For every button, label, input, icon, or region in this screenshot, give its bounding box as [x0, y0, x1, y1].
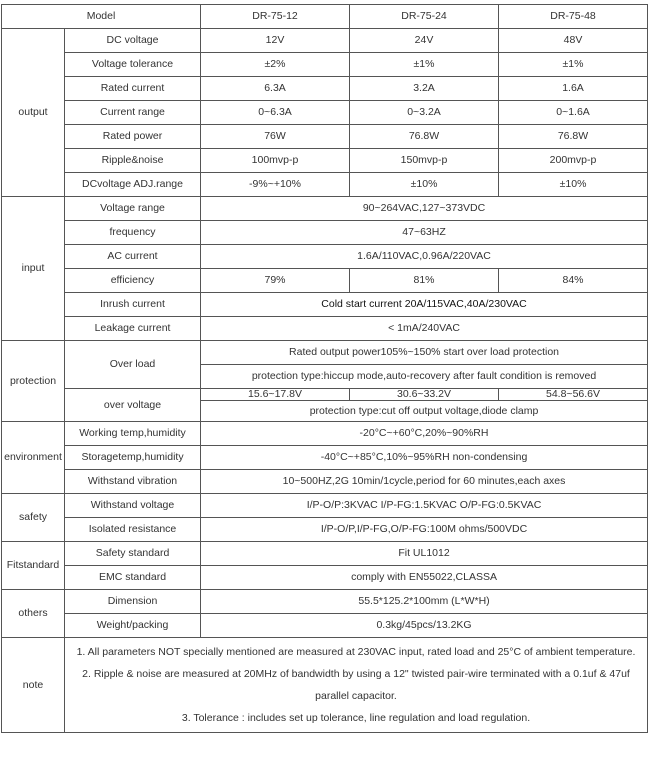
param-label: AC current: [65, 245, 201, 269]
param-label: DC voltage: [65, 29, 201, 53]
param-label: frequency: [65, 221, 201, 245]
param-value: 81%: [350, 269, 499, 293]
param-value: 0~3.2A: [350, 101, 499, 125]
param-value: -9%~+10%: [201, 173, 350, 197]
param-label: over voltage: [65, 389, 201, 422]
param-value: 15.6~17.8V: [201, 389, 350, 401]
param-value: 90~264VAC,127~373VDC: [201, 197, 648, 221]
table-row: [2, 566, 648, 590]
table-row: [2, 494, 648, 518]
table-row: [2, 542, 648, 566]
category-others: others: [2, 590, 65, 638]
note-line: 3. Tolerance : includes set up tolerance, line regulation and load regulation.: [181, 712, 531, 724]
table-row: [2, 149, 648, 173]
param-label: Over load: [65, 341, 201, 389]
category-fitstandard: Fitstandard: [2, 542, 65, 590]
param-label: Storagetemp,humidity: [65, 446, 201, 470]
table-row: [2, 317, 648, 341]
param-value: ±2%: [201, 53, 350, 77]
model-header: Model: [2, 5, 201, 29]
param-label: Current range: [65, 101, 201, 125]
param-value: I/P-O/P,I/P-FG,O/P-FG:100M ohms/500VDC: [201, 518, 648, 542]
table-row: [2, 101, 648, 125]
table-row: [2, 638, 648, 733]
table-row: [2, 614, 648, 638]
note-line: 1. All parameters NOT specially mentioned are measured at 230VAC input, rated load and 25°C of ambient temperature.: [76, 646, 636, 658]
param-label: Isolated resistance: [65, 518, 201, 542]
param-value: 54.8~56.6V: [499, 389, 648, 401]
param-value: 0~1.6A: [499, 101, 648, 125]
param-value: 48V: [499, 29, 648, 53]
table-row: [2, 77, 648, 101]
param-value: 76.8W: [499, 125, 648, 149]
model-name: DR-75-24: [350, 5, 499, 29]
param-value: 30.6~33.2V: [350, 389, 499, 401]
param-value: 3.2A: [350, 77, 499, 101]
category-safety: safety: [2, 494, 65, 542]
param-label: Inrush current: [65, 293, 201, 317]
param-label: Rated current: [65, 77, 201, 101]
table-row: [2, 53, 648, 77]
param-value: 47~63HZ: [201, 221, 648, 245]
category-input: input: [2, 197, 65, 341]
param-value: I/P-O/P:3KVAC I/P-FG:1.5KVAC O/P-FG:0.5KVAC: [201, 494, 648, 518]
table-row: [2, 293, 648, 317]
param-value: Rated output power105%~150% start over load protection: [201, 341, 648, 365]
note-text: [65, 638, 648, 733]
param-value: ±1%: [499, 53, 648, 77]
model-name: DR-75-48: [499, 5, 648, 29]
param-value: protection type:hiccup mode,auto-recovery after fault condition is removed: [201, 365, 648, 389]
category-note: note: [2, 638, 65, 733]
param-value: 84%: [499, 269, 648, 293]
param-label: DCvoltage ADJ.range: [65, 173, 201, 197]
param-label: Withstand voltage: [65, 494, 201, 518]
param-value: -40°C~+85°C,10%~95%RH non-condensing: [201, 446, 648, 470]
spec-table: [1, 4, 648, 733]
table-row: [2, 422, 648, 446]
param-value: 1.6A: [499, 77, 648, 101]
table-row: [2, 221, 648, 245]
param-label: Voltage tolerance: [65, 53, 201, 77]
param-label: Rated power: [65, 125, 201, 149]
param-value: 55.5*125.2*100mm (L*W*H): [201, 590, 648, 614]
param-value: Cold start current 20A/115VAC,40A/230VAC: [201, 293, 648, 317]
param-value: comply with EN55022,CLASSA: [201, 566, 648, 590]
param-value: 200mvp-p: [499, 149, 648, 173]
param-label: Voltage range: [65, 197, 201, 221]
table-row: [2, 173, 648, 197]
param-label: Weight/packing: [65, 614, 201, 638]
category-output: output: [2, 29, 65, 197]
param-label: EMC standard: [65, 566, 201, 590]
param-value: ±10%: [350, 173, 499, 197]
param-value: protection type:cut off output voltage,diode clamp: [201, 401, 648, 422]
table-row: [2, 341, 648, 365]
category-environment: environment: [2, 422, 65, 494]
param-value: ±1%: [350, 53, 499, 77]
param-value: Fit UL1012: [201, 542, 648, 566]
param-value: 10~500HZ,2G 10min/1cycle,period for 60 minutes,each axes: [201, 470, 648, 494]
param-value: 12V: [201, 29, 350, 53]
model-name: DR-75-12: [201, 5, 350, 29]
table-row: [2, 245, 648, 269]
header-row: [2, 5, 648, 29]
param-value: 76W: [201, 125, 350, 149]
param-value: 0.3kg/45pcs/13.2KG: [201, 614, 648, 638]
param-label: Safety standard: [65, 542, 201, 566]
param-label: Withstand vibration: [65, 470, 201, 494]
param-value: 100mvp-p: [201, 149, 350, 173]
param-value: 76.8W: [350, 125, 499, 149]
table-row: [2, 125, 648, 149]
param-label: efficiency: [65, 269, 201, 293]
param-value: 150mvp-p: [350, 149, 499, 173]
table-row: [2, 29, 648, 53]
table-row: [2, 470, 648, 494]
param-value: 79%: [201, 269, 350, 293]
param-value: 0~6.3A: [201, 101, 350, 125]
table-row: [2, 389, 648, 401]
param-value: 24V: [350, 29, 499, 53]
param-value: -20°C~+60°C,20%~90%RH: [201, 422, 648, 446]
table-row: [2, 518, 648, 542]
table-row: [2, 269, 648, 293]
param-label: Dimension: [65, 590, 201, 614]
param-label: Ripple&noise: [65, 149, 201, 173]
param-value: 1.6A/110VAC,0.96A/220VAC: [201, 245, 648, 269]
param-label: Working temp,humidity: [65, 422, 201, 446]
table-row: [2, 197, 648, 221]
category-protection: protection: [2, 341, 65, 422]
note-line: 2. Ripple & noise are measured at 20MHz of bandwidth by using a 12" twisted pair-wire terminated with a 0.1uf & 47uf parallel capacitor.: [82, 668, 630, 702]
param-label: Leakage current: [65, 317, 201, 341]
param-value: ±10%: [499, 173, 648, 197]
table-row: [2, 446, 648, 470]
param-value: < 1mA/240VAC: [201, 317, 648, 341]
table-row: [2, 590, 648, 614]
param-value: 6.3A: [201, 77, 350, 101]
